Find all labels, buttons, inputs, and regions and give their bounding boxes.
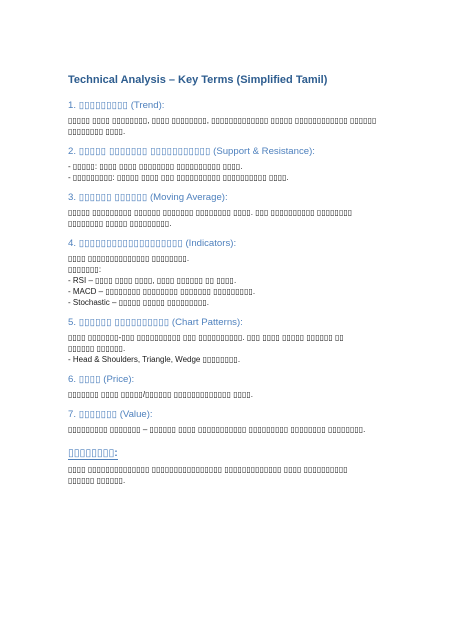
- conclusion-body: [68, 464, 416, 486]
- sections-container: [68, 100, 416, 435]
- section-heading-english: (Support & Resistance):: [213, 146, 315, 158]
- section-line: ▯▯▯▯ ▯▯▯▯▯▯▯▯▯▯▯▯▯▯ ▯▯▯▯▯▯▯▯.: [68, 254, 190, 264]
- section-2: [68, 146, 416, 183]
- section-heading-english: (Price):: [103, 374, 135, 386]
- section-line: - ▯▯▯▯▯: ▯▯▯▯ ▯▯▯▯ ▯▯▯▯▯▯▯▯ ▯▯▯▯▯▯▯▯▯▯ ▯▯▯▯.: [68, 162, 243, 172]
- section-line: ▯▯▯▯▯▯ ▯▯▯▯▯▯.: [68, 344, 126, 354]
- section-heading-tamil: ▯▯▯▯▯▯▯: [78, 409, 118, 421]
- section-heading-english: (Moving Average):: [149, 192, 228, 204]
- section-line: ▯▯▯▯▯ ▯▯▯▯ ▯▯▯▯▯▯▯▯, ▯▯▯▯ ▯▯▯▯▯▯▯▯, ▯▯▯▯▯▯▯▯▯▯▯▯▯ ▯▯▯▯▯ ▯▯▯▯▯▯▯▯▯▯▯▯ ▯▯▯▯▯▯: [68, 116, 377, 126]
- section-heading: [68, 192, 416, 204]
- section-heading-tamil: ▯▯▯▯▯▯▯▯▯: [78, 100, 129, 112]
- section-heading-tamil: ▯▯▯▯▯ ▯▯▯▯▯▯▯ ▯▯▯▯▯▯▯▯▯▯▯: [78, 146, 211, 158]
- section-line: ▯▯▯▯▯▯▯▯▯ ▯▯▯▯▯▯▯ – ▯▯▯▯▯▯ ▯▯▯▯ ▯▯▯▯▯▯▯▯▯▯▯ ▯▯▯▯▯▯▯▯▯ ▯▯▯▯▯▯▯▯ ▯▯▯▯▯▯▯▯.: [68, 425, 366, 435]
- section-line: - RSI – ▯▯▯▯ ▯▯▯▯ ▯▯▯▯, ▯▯▯▯ ▯▯▯▯▯▯ ▯▯ ▯▯▯▯.: [68, 276, 237, 286]
- section-heading-english: (Indicators):: [185, 238, 237, 250]
- section-heading-tamil: ▯▯▯▯▯▯ ▯▯▯▯▯▯: [78, 192, 148, 204]
- section-heading-english: (Chart Patterns):: [171, 317, 243, 329]
- conclusion-line: ▯▯▯▯ ▯▯▯▯▯▯▯▯▯▯▯▯▯▯ ▯▯▯▯▯▯▯▯▯▯▯▯▯▯▯▯ ▯▯▯▯▯▯▯▯▯▯▯▯▯ ▯▯▯▯ ▯▯▯▯▯▯▯▯▯▯: [68, 464, 348, 474]
- section-number: 2.: [68, 146, 77, 158]
- conclusion-heading-text: ▯▯▯▯▯▯▯▯:: [68, 447, 118, 460]
- section-heading: [68, 374, 416, 386]
- conclusion-line: ▯▯▯▯▯▯ ▯▯▯▯▯▯.: [68, 475, 126, 485]
- section-heading-english: (Value):: [119, 409, 153, 421]
- section-3: [68, 192, 416, 229]
- section-heading-tamil: ▯▯▯▯▯▯▯▯▯▯▯▯▯▯▯▯▯▯▯: [78, 238, 183, 250]
- section-heading: [68, 146, 416, 158]
- section-5: [68, 317, 416, 365]
- section-line: - ▯▯▯▯▯▯▯▯▯: ▯▯▯▯▯ ▯▯▯▯ ▯▯▯ ▯▯▯▯▯▯▯▯▯▯ ▯▯▯▯▯▯▯▯▯▯ ▯▯▯▯.: [68, 173, 289, 183]
- section-line: ▯▯▯▯ ▯▯▯▯▯▯▯-▯▯▯ ▯▯▯▯▯▯▯▯▯▯ ▯▯▯ ▯▯▯▯▯▯▯▯▯▯. ▯▯▯ ▯▯▯▯ ▯▯▯▯▯ ▯▯▯▯▯▯ ▯▯: [68, 333, 344, 343]
- section-line: - Stochastic – ▯▯▯▯▯ ▯▯▯▯▯ ▯▯▯▯▯▯▯▯▯.: [68, 298, 209, 308]
- section-heading: [68, 317, 416, 329]
- section-heading-tamil: ▯▯▯▯▯▯ ▯▯▯▯▯▯▯▯▯▯: [78, 317, 170, 329]
- document-title: Technical Analysis – Key Terms (Simplified Tamil): [68, 74, 328, 86]
- section-heading: [68, 238, 416, 250]
- section-line: ▯▯▯▯▯▯▯▯ ▯▯▯▯.: [68, 127, 126, 137]
- section-number: 7.: [68, 409, 77, 421]
- conclusion-section: [68, 447, 416, 486]
- section-line: - Head & Shoulders, Triangle, Wedge ▯▯▯▯▯▯▯▯.: [68, 355, 241, 365]
- section-line: ▯▯▯▯▯▯▯ ▯▯▯▯ ▯▯▯▯▯/▯▯▯▯▯▯ ▯▯▯▯▯▯▯▯▯▯▯▯▯ ▯▯▯▯.: [68, 390, 254, 400]
- section-line: ▯▯▯▯▯ ▯▯▯▯▯▯▯▯▯ ▯▯▯▯▯▯ ▯▯▯▯▯▯▯ ▯▯▯▯▯▯▯▯ ▯▯▯▯. ▯▯▯ ▯▯▯▯▯▯▯▯▯▯ ▯▯▯▯▯▯▯▯: [68, 208, 353, 218]
- section-number: 1.: [68, 100, 77, 112]
- conclusion-heading: [68, 447, 416, 461]
- section-number: 5.: [68, 317, 77, 329]
- section-heading-english: (Trend):: [130, 100, 165, 112]
- section-heading-tamil: ▯▯▯▯: [78, 374, 101, 386]
- section-7: [68, 409, 416, 435]
- section-number: 3.: [68, 192, 77, 204]
- section-line: ▯▯▯▯▯▯▯:: [68, 265, 102, 275]
- section-number: 4.: [68, 238, 77, 250]
- section-line: - MACD – ▯▯▯▯▯▯▯▯ ▯▯▯▯▯▯▯▯ ▯▯▯▯▯▯▯ ▯▯▯▯▯▯▯▯▯.: [68, 287, 256, 297]
- section-4: [68, 238, 416, 308]
- section-line: ▯▯▯▯▯▯▯▯ ▯▯▯▯▯ ▯▯▯▯▯▯▯▯▯.: [68, 219, 172, 229]
- section-heading: [68, 409, 416, 421]
- section-1: [68, 100, 416, 137]
- section-number: 6.: [68, 374, 77, 386]
- section-6: [68, 374, 416, 400]
- section-heading: [68, 100, 416, 112]
